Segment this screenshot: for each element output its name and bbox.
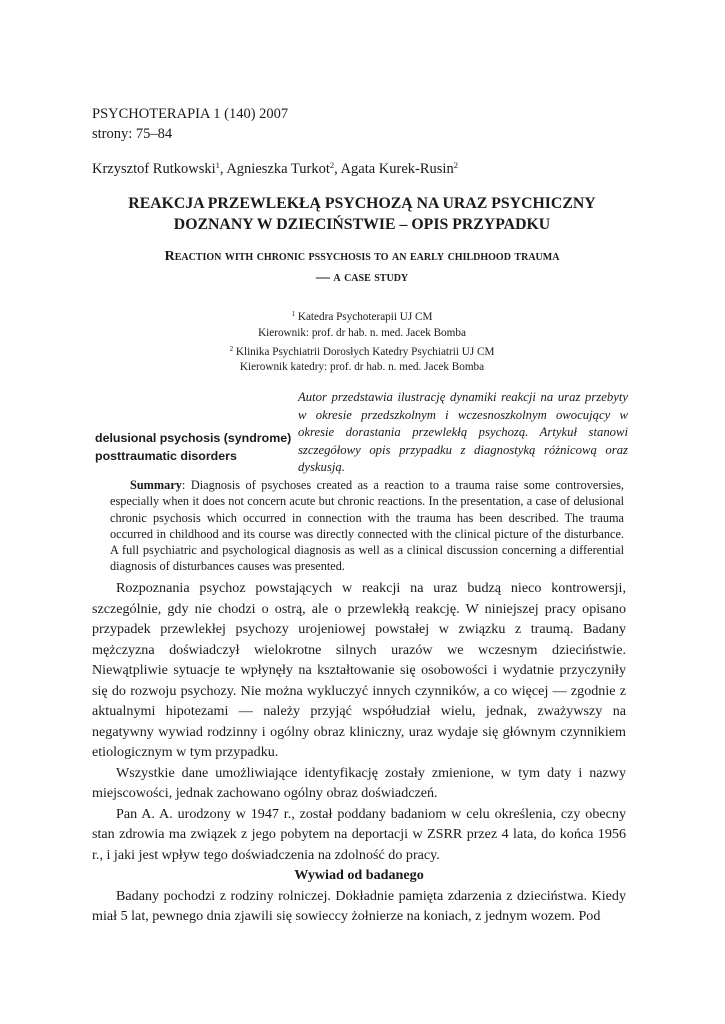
affiliation-number: 1 xyxy=(291,310,296,318)
author-list xyxy=(92,155,458,179)
paragraph: Badany pochodzi z rodziny rolniczej. Dokładnie pamięta zdarzenia z dzieciństwa. Kiedy miał 5 lat, pewnego dnia zjawili się sowieccy żołnierze na koniach, z jednym wozem. Pod xyxy=(92,887,626,924)
abstract-polish: Autor przedstawia ilustrację dynamiki reakcji na uraz przebyty w okresie przedszkolnym i wczesnoszkolnym owocujący w okresie dorastania przewlekłą psychozą. Artykuł stanowi szczegółowy opis przypadku z diagnostyką różnicową oraz dyskusją. xyxy=(298,390,628,474)
affiliation-ref: 1 xyxy=(215,160,220,170)
author-name: , Agnieszka Turkot xyxy=(219,161,330,177)
journal-pages: strony: 75–84 xyxy=(92,126,173,142)
summary-english xyxy=(110,477,624,575)
affiliation-ref: 2 xyxy=(453,160,458,170)
summary-text: : Diagnosis of psychoses created as a reaction to a trauma raise some controversies, especially when it does not concern acute but chronic reactions. In the presentation, a case of delusional chronic psychosis which occurred in connection with the trauma has been described. The trauma occurred in childhood and its course was directly connected with the clinical picture of the disturbance. A full psychiatric and psychological diagnosis as well as a clinical discussion concerning a differential diagnosis of disturbances causes was presented. xyxy=(110,478,624,574)
section-heading: Wywiad od badanego xyxy=(294,867,424,883)
paragraph: Pan A. A. urodzony w 1947 r., został poddany badaniom w celu określenia, czy obecny stan zdrowia ma związek z jego pobytem na deportacji w ZSRR przez 4 lata, do końca 1956 r., i jaki jest wpływ tego doświadczenia na zdolność do pracy. xyxy=(92,805,626,863)
keyword: delusional psychosis (syndrome) xyxy=(95,431,292,445)
affiliation-line xyxy=(92,360,632,376)
affiliation-text: Katedra Psychoterapii UJ CM xyxy=(295,311,433,323)
affiliation-line xyxy=(92,342,632,361)
author-name: Krzysztof Rutkowski xyxy=(92,161,216,177)
article-title-english xyxy=(92,246,632,288)
affiliation-number: 2 xyxy=(229,344,234,353)
article-title-polish xyxy=(92,193,632,235)
journal-info xyxy=(92,104,288,144)
affiliation-line xyxy=(92,307,632,326)
summary-label: Summary xyxy=(130,478,182,492)
affiliations xyxy=(92,307,632,376)
affiliation-text: Klinika Psychiatrii Dorosłych Katedry Psychiatrii UJ CM xyxy=(233,345,495,358)
title-line: DOZNANY W DZIECIŃSTWIE – OPIS PRZYPADKU xyxy=(173,216,551,233)
title-line: — a case study xyxy=(315,270,409,285)
affiliation-line xyxy=(92,326,632,342)
affiliation-text: Kierownik katedry: prof. dr hab. n. med. Jacek Bomba xyxy=(239,361,485,374)
title-line: Reaction with chronic pssychosis to an early childhood trauma xyxy=(164,249,560,264)
title-line: REAKCJA PRZEWLEKŁĄ PSYCHOZĄ NA URAZ PSYCHICZNY xyxy=(128,195,596,212)
journal-title: PSYCHOTERAPIA 1 (140) 2007 xyxy=(92,106,289,122)
keyword: posttraumatic disorders xyxy=(95,448,237,463)
paragraph: Rozpoznania psychoz powstających w reakcji na uraz budzą nieco kontrowersji, szczególnie, gdy nie chodzi o ostrą, ale o przewlekłą reakcję. W niniejszej pracy opisano przypadek przewlekłej psychozy urojeniowej powstałej w związku z traumą. Badany mężczyzna doświadczył wielokrotne silnych urazów we wczesnym dzieciństwie. Niewątpliwie sytuacje te wpłynęły na kształtowanie się osobowości i wydatnie przyczyniły się do rozwoju psychozy. Nie można wykluczyć innych czynników, a co więcej — zgodnie z aktualnymi hipotezami — należy przyjąć współudział wielu, jednak, zważywszy na negatywny wywiad rodzinny i ogólny obraz kliniczny, uraz wydaje się głównym czynnikiem etiologicznym w tym przypadku. xyxy=(92,580,626,760)
paragraph: Wszystkie dane umożliwiające identyfikację zostały zmienione, w tym daty i nazwy miejscowości, jednak zachowano ogólny obraz doświadczeń. xyxy=(92,764,626,801)
author-name: , Agata Kurek-Rusin xyxy=(334,161,454,177)
keywords xyxy=(95,430,291,465)
affiliation-ref: 2 xyxy=(329,160,335,170)
affiliation-text: Kierownik: prof. dr hab. n. med. Jacek Bomba xyxy=(258,326,466,339)
article-body xyxy=(92,578,626,927)
